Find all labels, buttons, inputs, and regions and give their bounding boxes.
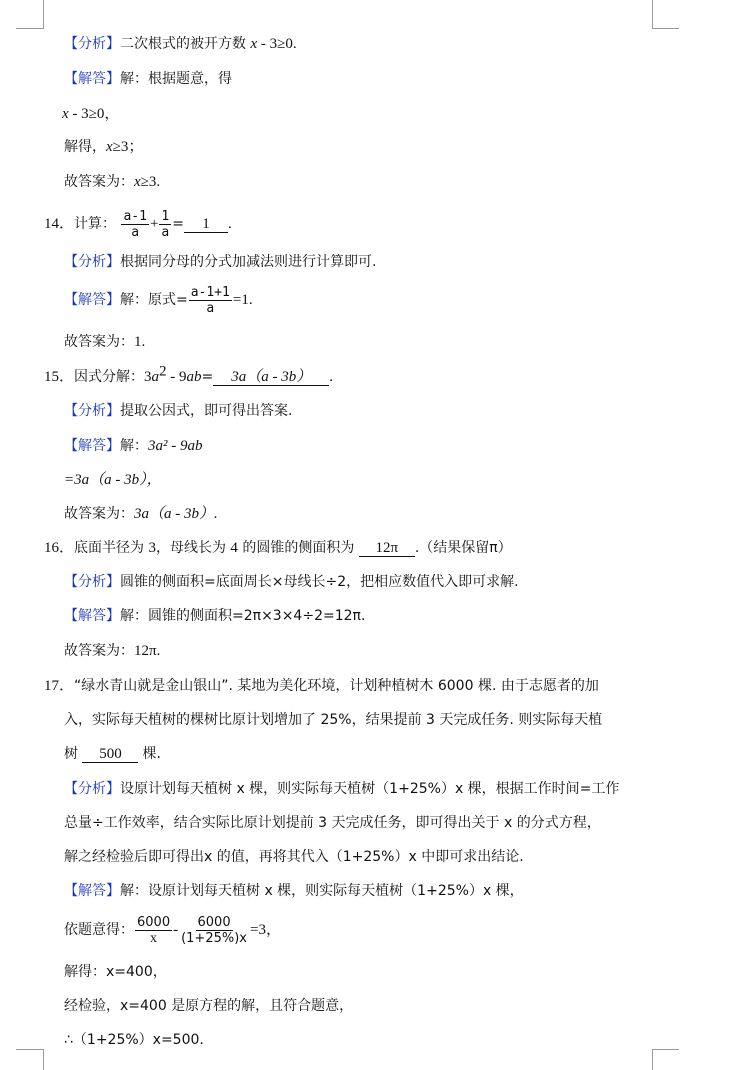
q15-analysis: 【分析】提取公因式，即可得出答案. — [64, 403, 293, 419]
question-number: 17． — [44, 678, 75, 694]
q17-check: 经检验，x=400 是原方程的解，且符合题意， — [64, 998, 354, 1014]
question-number: 16． — [44, 540, 75, 556]
corner-mark-bottom-left — [16, 1049, 44, 1070]
q13-step2: 解得，x≥3； — [64, 139, 144, 155]
fraction: $\frac{1}{a}$ — [161, 208, 170, 240]
fraction: $\frac{a-1+1}{a}$ — [190, 284, 230, 316]
q14-final: 故答案为：1. — [64, 334, 146, 350]
q16-prompt: 16．底面半径为 3，母线长为 4 的圆锥的侧面积为 12π .（结果保留π） — [44, 540, 512, 556]
q15-final: 故答案为：3a（a - 3b）. — [64, 506, 218, 522]
analysis-tag: 【分析】 — [64, 574, 120, 590]
answer-tag: 【解答】 — [64, 608, 120, 624]
q17-answer-line1: 【解答】解：设原计划每天植树 x 棵，则实际每天植树（1+25%）x 棵， — [64, 883, 524, 899]
analysis-tag: 【分析】 — [64, 254, 120, 270]
q17-conclusion: ∴（1+25%）x=500. — [64, 1032, 204, 1048]
answer-tag: 【解答】 — [64, 292, 120, 308]
q15-prompt: 15．因式分解：$3a^2 - 9ab= 3a(a - 3b)$ . — [44, 363, 333, 385]
q17-analysis-line3: 解之经检验后即可得出x 的值，再将其代入（1+25%）x 中即可求出结论. — [64, 849, 524, 865]
q17-prompt-line3: 树 500 棵. — [64, 746, 161, 762]
answer-blank: 500 — [82, 746, 138, 763]
fraction: $\frac{6000}{(1+25\%)x}$ — [181, 914, 247, 946]
answer-blank: 1 — [184, 216, 228, 233]
q16-answer: 【解答】解：圆锥的侧面积=2π×3×4÷2=12π. — [64, 608, 366, 624]
question-number: 14． — [44, 216, 75, 232]
q16-analysis: 【分析】圆锥的侧面积=底面周长×母线长÷2，把相应数值代入即可求解. — [64, 574, 519, 590]
analysis-tag: 【分析】 — [64, 36, 120, 52]
fraction: $\frac{a-1}{a}$ — [123, 208, 147, 240]
q17-analysis-line1: 【分析】设原计划每天植树 x 棵，则实际每天植树（1+25%）x 棵，根据工作时间=工作 — [64, 781, 620, 797]
q17-equation: 依题意得： $\frac{6000}{x}$ - $\frac{6000}{(1+25\%)x}$ =3， — [64, 914, 281, 946]
q13-answer: 【解答】解：根据题意，得 — [64, 71, 232, 87]
q13-analysis: 【分析】二次根式的被开方数 x - 3≥0. — [64, 36, 297, 52]
q15-step1: =3a（a - 3b）， — [64, 472, 162, 488]
answer-blank: 12π — [359, 540, 415, 557]
corner-mark-top-right — [652, 0, 679, 29]
answer-tag: 【解答】 — [64, 438, 120, 454]
q15-answer: 【解答】解：3a² - 9ab — [64, 438, 203, 454]
question-number: 15． — [44, 369, 75, 385]
answer-tag: 【解答】 — [64, 883, 120, 899]
corner-mark-bottom-right — [652, 1049, 679, 1070]
answer-blank: 3a（a - 3b） — [213, 369, 329, 386]
q17-solve: 解得：x=400， — [64, 964, 167, 980]
q14-analysis: 【分析】根据同分母的分式加减法则进行计算即可. — [64, 254, 377, 270]
answer-tag: 【解答】 — [64, 71, 120, 87]
analysis-tag: 【分析】 — [64, 781, 120, 797]
q17-prompt-line1: 17．“绿水青山就是金山银山”. 某地为美化环境，计划种植树木 6000 棵. 由于志愿者的加 — [44, 678, 599, 694]
q17-prompt-line2: 入，实际每天植树的棵树比原计划增加了 25%，结果提前 3 天完成任务. 则实际每天植 — [64, 712, 603, 728]
q14-prompt: 14．计算： $\frac{a-1}{a}$ + $\frac{1}{a}$ = 1 . — [44, 208, 232, 240]
corner-mark-top-left — [16, 0, 44, 29]
q13-step1: x - 3≥0， — [62, 106, 120, 122]
q14-answer: 【解答】解：原式= $\frac{a-1+1}{a}$ =1. — [64, 284, 253, 316]
q13-final: 故答案为：x≥3. — [64, 174, 161, 190]
q17-analysis-line2: 总量÷工作效率，结合实际比原计划提前 3 天完成任务，即可得出关于 x 的分式方程， — [64, 815, 601, 831]
fraction: $\frac{6000}{x}$ — [137, 914, 171, 946]
q16-final: 故答案为：12π. — [64, 643, 161, 659]
analysis-tag: 【分析】 — [64, 403, 120, 419]
